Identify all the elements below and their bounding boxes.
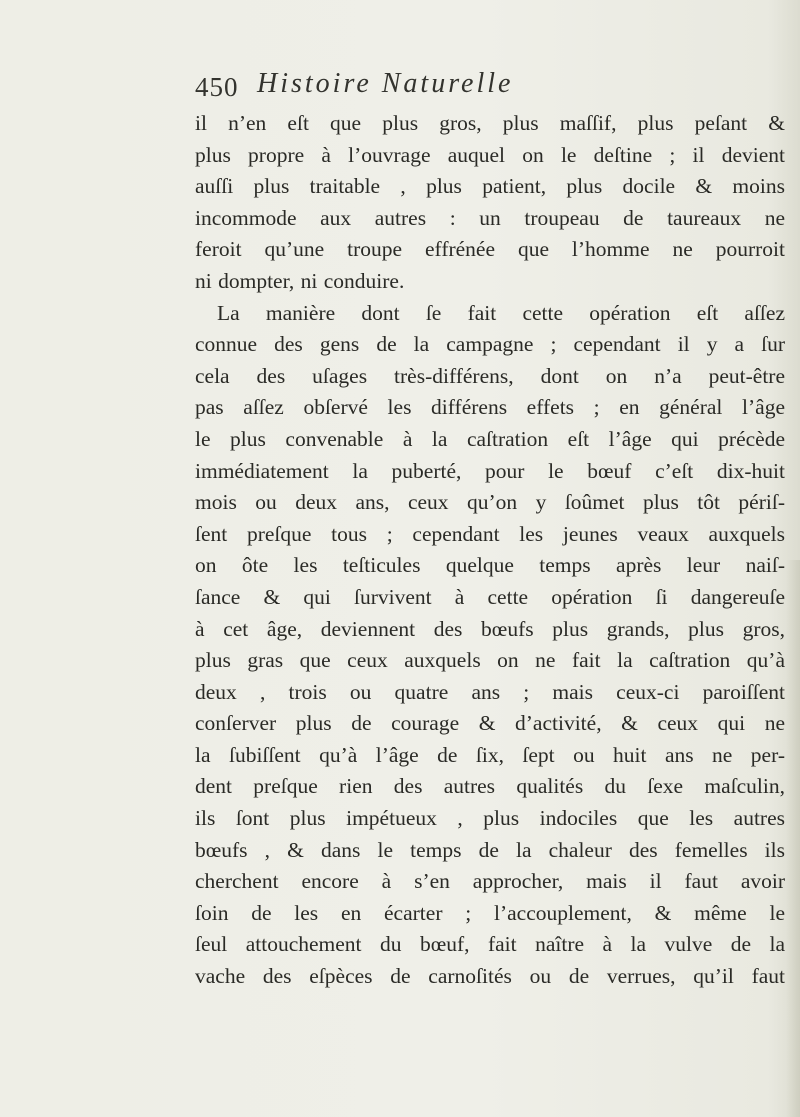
text-line: plus gras que ceux auxquels on ne fait la caſtration qu’à xyxy=(195,648,785,673)
text-line: ſeul attouchement du bœuf, fait naître à la vulve de la xyxy=(195,932,785,957)
page-header xyxy=(195,68,615,108)
text-line: auſſi plus traitable , plus patient, plus docile & moins xyxy=(195,174,785,199)
page-number: 450 xyxy=(195,72,239,102)
text-line: ſent preſque tous ; cependant les jeunes veaux auxquels xyxy=(195,521,785,546)
text-line: dent preſque rien des autres qualités du ſexe maſculin, xyxy=(195,774,785,799)
text-line: le plus convenable à la caſtration eſt l’âge qui précède xyxy=(195,426,785,451)
text-line: plus propre à l’ouvrage auquel on le deſtine ; il devient xyxy=(195,142,785,167)
text-line: la ſubiſſent qu’à l’âge de ſix, ſept ou huit ans ne per- xyxy=(195,742,785,767)
text-line: cherchent encore à s’en approcher, mais il faut avoir xyxy=(195,869,785,894)
text-line: deux , trois ou quatre ans ; mais ceux-ci paroiſſent xyxy=(195,679,785,704)
text-line: ni dompter, ni conduire. xyxy=(195,268,405,293)
text-line: ſoin de les en écarter ; l’accouplement, & même le xyxy=(195,900,785,925)
text-line: ſance & qui ſurvivent à cette opération ſi dangereuſe xyxy=(195,584,785,609)
text-line: bœufs , & dans le temps de la chaleur des femelles ils xyxy=(195,837,785,862)
running-title: Histoire Naturelle xyxy=(257,68,514,99)
text-line: conſerver plus de courage & d’activité, & ceux qui ne xyxy=(195,711,785,736)
text-line: ils ſont plus impétueux , plus indociles que les autres xyxy=(195,806,785,831)
text-line: mois ou deux ans, ceux qu’on y ſoûmet plus tôt périſ- xyxy=(195,490,785,515)
body-text xyxy=(195,108,785,993)
text-line: à cet âge, deviennent des bœufs plus grands, plus gros, xyxy=(195,616,785,641)
text-line: feroit qu’une troupe effrénée que l’homme ne pourroit xyxy=(195,237,785,262)
text-line: immédiatement la puberté, pour le bœuf c’eſt dix-huit xyxy=(195,458,785,483)
text-line: cela des uſages très-différens, dont on n’a peut-être xyxy=(195,363,785,388)
text-line: incommode aux autres : un troupeau de taureaux ne xyxy=(195,205,785,230)
text-line: il n’en eſt que plus gros, plus maſſif, plus peſant & xyxy=(195,111,785,135)
text-line: connue des gens de la campagne ; cependant il y a ſur xyxy=(195,332,785,357)
text-line: on ôte les teſticules quelque temps après leur naiſ- xyxy=(195,553,785,578)
text-line: vache des eſpèces de carnoſités ou de verrues, qu’il faut xyxy=(195,964,785,989)
text-line: pas aſſez obſervé les différens effets ; en général l’âge xyxy=(195,395,785,420)
page-edge-shadow xyxy=(786,560,800,1117)
text-line: La manière dont ſe fait cette opération eſt aſſez xyxy=(217,300,785,325)
